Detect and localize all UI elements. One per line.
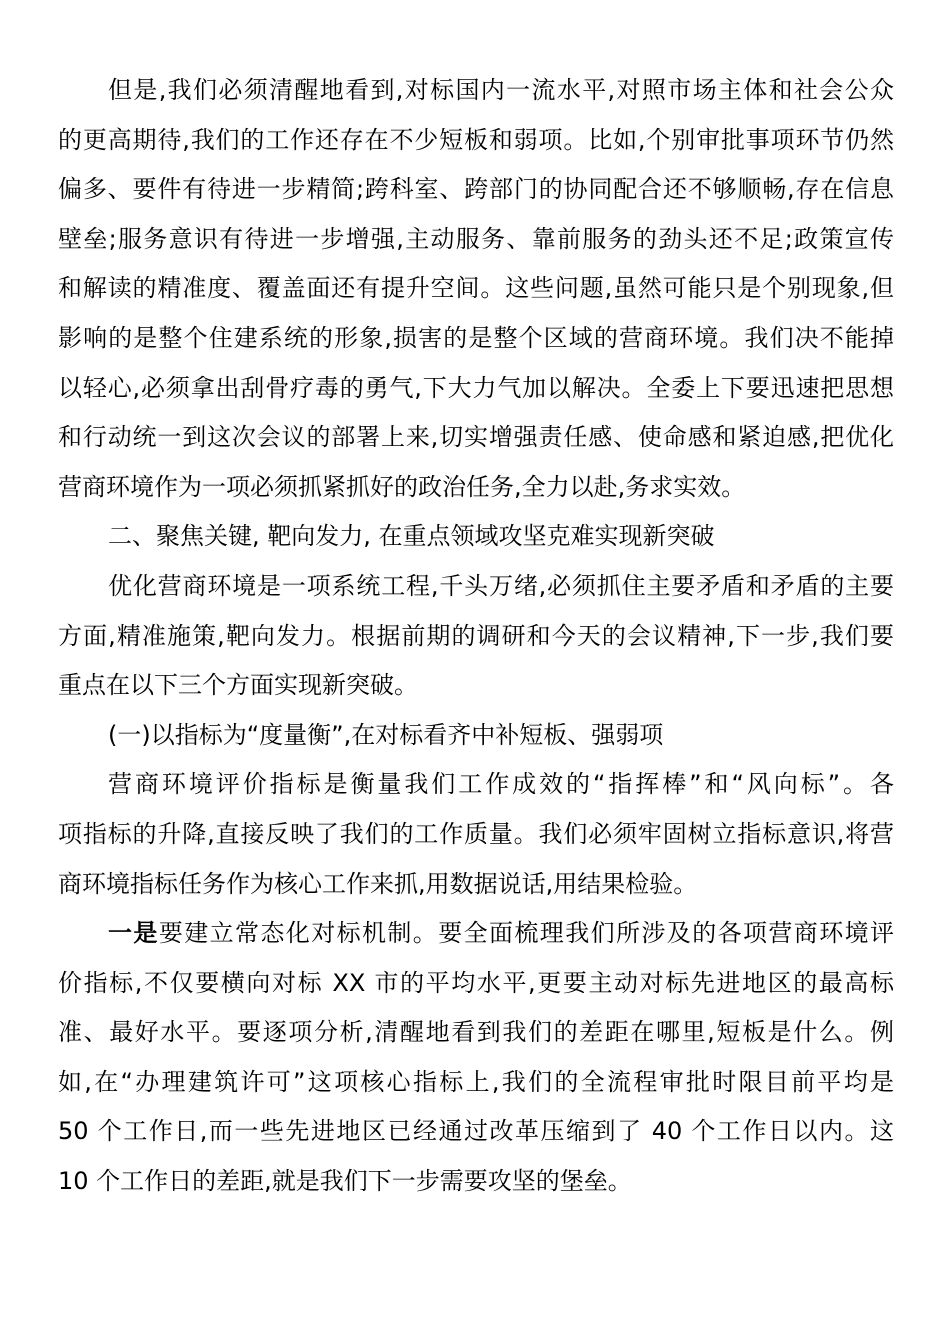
paragraph-1-line-5: 和解读的精准度、覆盖面还有提升空间。这些问题,虽然可能只是个别现象,但 — [58, 274, 894, 303]
paragraph-4-line-1 — [58, 909, 894, 959]
paragraph-4-lead: 一是 — [108, 919, 159, 948]
paragraph-2-line-3: 重点在以下三个方面实现新突破。 — [58, 671, 418, 700]
paragraph-1-line-7: 以轻心,必须拿出刮骨疗毒的勇气,下大力气加以解决。全委上下要迅速把思想 — [58, 373, 894, 402]
paragraph-4-line-3: 准、最好水平。要逐项分析,清醒地看到我们的差距在哪里,短板是什么。例 — [58, 1018, 894, 1047]
subheading-1: (一)以指标为“度量衡”,在对标看齐中补短板、强弱项 — [108, 720, 664, 749]
paragraph-1-line-1: 但是,我们必须清醒地看到,对标国内一流水平,对照市场主体和社会公众 — [108, 76, 894, 104]
section-heading-2: 二、聚焦关键, 靶向发力, 在重点领域攻坚克难实现新突破 — [108, 522, 715, 551]
paragraph-3-line-2: 项指标的升降,直接反映了我们的工作质量。我们必须牢固树立指标意识,将营 — [58, 819, 894, 848]
paragraph-1-line-4: 壁垒;服务意识有待进一步增强,主动服务、靠前服务的劲头还不足;政策宣传 — [58, 224, 894, 253]
paragraph-2-line-1: 优化营商环境是一项系统工程,千头万绪,必须抓住主要矛盾和矛盾的主要 — [108, 571, 894, 600]
paragraph-4-line-6: 10 个工作日的差距,就是我们下一步需要攻坚的堡垒。 — [58, 1167, 632, 1196]
paragraph-1-line-8: 和行动统一到这次会议的部署上来,切实增强责任感、使命感和紧迫感,把优化 — [58, 423, 894, 452]
paragraph-4-line-5: 50 个工作日,而一些先进地区已经通过改革压缩到了 40 个工作日以内。这 — [58, 1117, 894, 1146]
paragraph-1-line-3: 偏多、要件有待进一步精简;跨科室、跨部门的协同配合还不够顺畅,存在信息 — [58, 175, 894, 204]
paragraph-1-line-6: 影响的是整个住建系统的形象,损害的是整个区域的营商环境。我们决不能掉 — [58, 323, 894, 352]
paragraph-3-line-1: 营商环境评价指标是衡量我们工作成效的“指挥棒”和“风向标”。各 — [108, 770, 894, 799]
paragraph-2-line-2: 方面,精准施策,靶向发力。根据前期的调研和今天的会议精神,下一步,我们要 — [58, 621, 894, 650]
document-body — [58, 66, 894, 1207]
paragraph-4-line-4: 如,在“办理建筑许可”这项核心指标上,我们的全流程审批时限目前平均是 — [58, 1067, 894, 1096]
paragraph-3-line-3: 商环境指标任务作为核心工作来抓,用数据说话,用结果检验。 — [58, 869, 698, 898]
paragraph-4-line-1-text: 要建立常态化对标机制。要全面梳理我们所涉及的各项营商环境评 — [158, 919, 895, 948]
paragraph-1-line-9: 营商环境作为一项必须抓紧抓好的政治任务,全力以赴,务求实效。 — [58, 472, 746, 501]
paragraph-4-line-2: 价指标,不仅要横向对标 XX 市的平均水平,更要主动对标先进地区的最高标 — [58, 968, 894, 997]
paragraph-1-line-2: 的更高期待,我们的工作还存在不少短板和弱项。比如,个别审批事项环节仍然 — [58, 125, 894, 154]
